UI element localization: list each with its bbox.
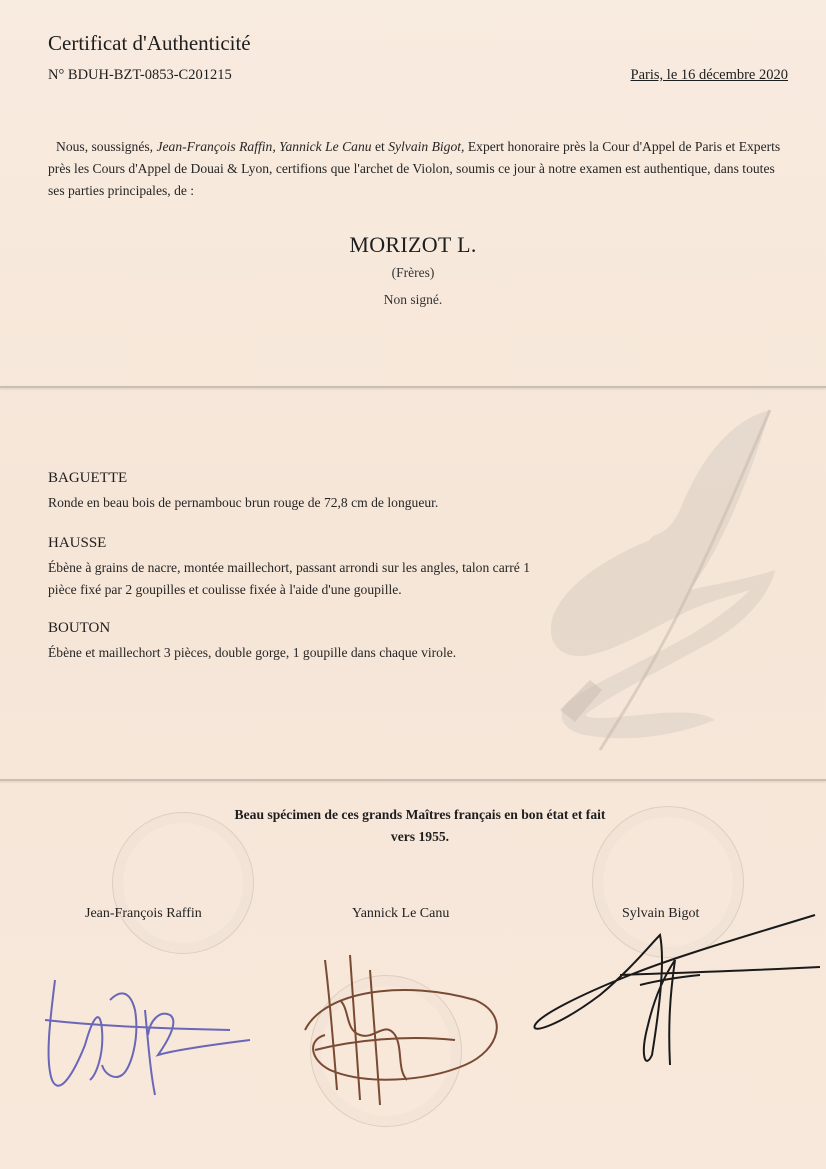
intro-part2: Expert honoraire près la Cour d'Appel de Paris et Experts près les Cours d'Appel de Douai & Lyon, certifions que l'archet de Violon, soumis ce jour à notre examen est authentique, dans toutes ses parties principales, de : [48,139,781,198]
section-hausse-heading: HAUSSE [48,535,107,551]
signer-name-2: Yannick Le Canu [352,906,450,921]
section-bouton-heading: BOUTON [48,620,111,636]
certificate-date: Paris, le 16 décembre 2020 [630,67,788,83]
intro-part1: Nous, soussignés, [56,139,157,154]
expert-name-3: Sylvain Bigot, [388,139,465,154]
certificate-title: Certificat d'Authenticité [48,31,251,55]
fold-line-bottom [0,779,826,781]
expert-name-1: Jean-François Raffin, [156,139,276,154]
signer-name-3: Sylvain Bigot [622,906,700,921]
intro-paragraph [48,136,794,202]
signature-le-canu [285,940,515,1110]
signature-raffin [30,960,260,1100]
quill-watermark-icon [530,390,790,770]
signature-raffin-stroke [45,980,250,1095]
maker-subtitle: (Frères) [391,265,435,280]
conclusion-line-2: vers 1955. [390,829,450,844]
signer-name-1: Jean-François Raffin [85,906,202,921]
signature-bigot-stroke [534,915,820,1065]
signature-bigot [520,905,820,1075]
fold-line-top [0,386,826,388]
conclusion-line-1: Beau spécimen de ces grands Maîtres français en bon état et fait [234,807,606,822]
signature-status: Non signé. [383,292,443,307]
section-bouton-text: Ébène et maillechort 3 pièces, double gorge, 1 goupille dans chaque virole. [48,645,457,660]
intro-sep2: et [371,139,389,154]
maker-name: MORIZOT L. [349,232,477,257]
signature-le-canu-stroke [305,955,497,1105]
embossed-seal-left [112,812,254,954]
expert-name-2: Yannick Le Canu [279,139,372,154]
section-hausse-text: Ébène à grains de nacre, montée maillechort, passant arrondi sur les angles, talon carré 1 pièce fixé par 2 goupilles et coulisse fixée à l'aide d'une goupille. [48,560,531,597]
section-baguette-text: Ronde en beau bois de pernambouc brun rouge de 72,8 cm de longueur. [48,495,439,510]
certificate-number: N° BDUH-BZT-0853-C201215 [48,67,232,83]
section-baguette-heading: BAGUETTE [48,470,128,486]
